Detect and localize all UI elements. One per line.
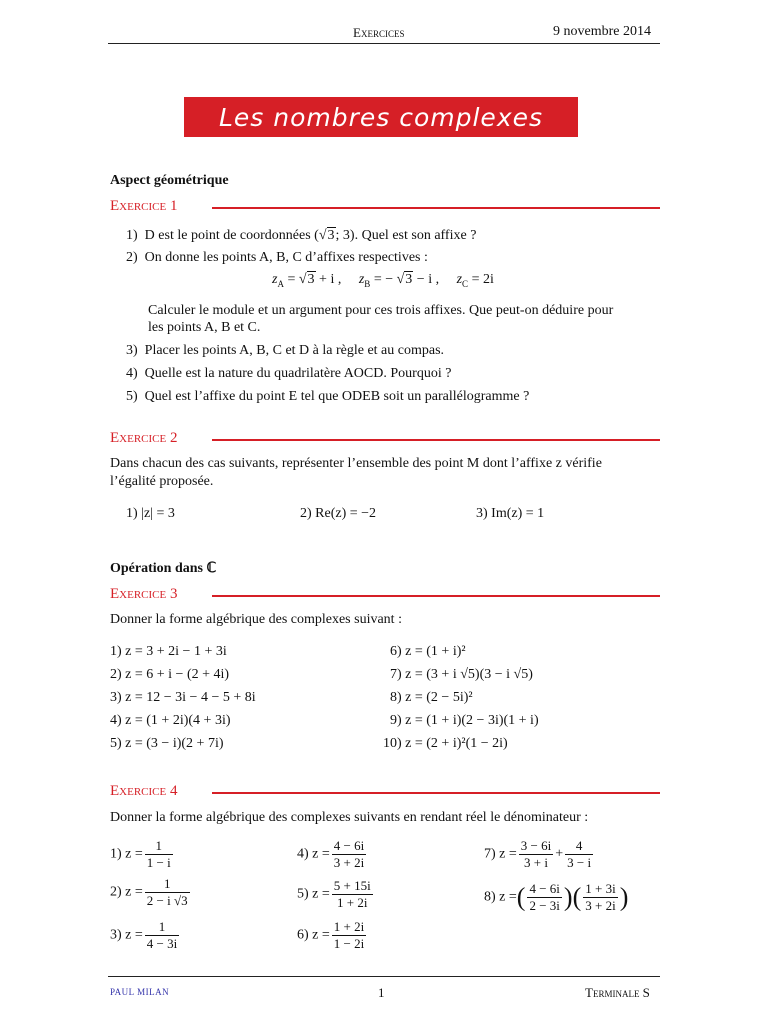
section-heading-operations: Opération dans ℂ: [110, 561, 217, 576]
ex4-item-2: 2) z = $\frac{1}{2 - i √3}$: [110, 876, 188, 908]
fraction: $\frac{1}{2 - i √3}$: [146, 876, 188, 908]
ex2-text-2: l’égalité proposée.: [110, 474, 214, 489]
ex3-item-1: 1) z = 3 + 2i − 1 + 3i: [110, 644, 227, 659]
fraction: $\frac{4 - 6i}{2 - 3i}$: [529, 881, 560, 913]
ex4-item-1: 1) z = $\frac{1}{1 - i}$: [110, 838, 171, 870]
ex3-item-10: 10) z = (2 + i)²(1 − 2i): [383, 736, 508, 751]
fraction: $\frac{1}{4 - 3i}$: [146, 919, 178, 951]
ex3-item-4: 4) z = (1 + 2i)(4 + 3i): [110, 713, 231, 728]
ex4-item-3: 3) z = $\frac{1}{4 - 3i}$: [110, 919, 178, 951]
ex3-intro: Donner la forme algébrique des complexes suivant :: [110, 612, 402, 627]
ex2-item-1: 1) |z| = 3: [126, 506, 175, 521]
ex4-item-6: 6) z = $\frac{1 + 2i}{1 - 2i}$: [297, 919, 365, 951]
footer-author: PAUL MILAN: [110, 987, 170, 997]
ex3-item-2: 2) z = 6 + i − (2 + 4i): [110, 667, 230, 682]
exercise-2-heading: Exercice 2: [110, 430, 178, 446]
ex4-item-7: 7) z = $\frac{3 - 6i}{3 + i}$ + $\frac{4}{3 - i}$: [484, 838, 592, 870]
header-date: 9 novembre 2014: [553, 24, 651, 39]
exercise-1-rule: [212, 207, 660, 209]
ex4-intro: Donner la forme algébrique des complexes suivants en rendant réel le dénominateur :: [110, 810, 589, 825]
page-title: Les nombres complexes: [218, 102, 544, 132]
ex3-item-8: 8) z = (2 − 5i)²: [390, 690, 473, 705]
ex3-item-7: 7) z = (3 + i √5)(3 − i √5): [390, 667, 533, 682]
ex1-question-5: 5) Quel est l’affixe du point E tel que ODEB soit un parallélogramme ?: [126, 389, 530, 404]
ex2-item-2: 2) Re(z) = −2: [300, 506, 377, 521]
title-banner: [184, 97, 578, 137]
header-left: Exercices: [353, 25, 405, 40]
fraction: $\frac{4 - 6i}{3 + 2i}$: [333, 838, 365, 870]
header-rule: [108, 43, 660, 44]
fraction: $\frac{4}{3 - i}$: [567, 838, 592, 870]
ex2-item-3: 3) Im(z) = 1: [476, 506, 545, 521]
fraction: $\frac{1}{1 - i}$: [146, 838, 171, 870]
exercise-1-heading: Exercice 1: [110, 198, 178, 214]
ex3-item-3: 3) z = 12 − 3i − 4 − 5 + 8i: [110, 690, 256, 705]
ex3-item-5: 5) z = (3 − i)(2 + 7i): [110, 736, 224, 751]
fraction: $\frac{5 + 15i}{1 + 2i}$: [333, 878, 371, 910]
ex1-affixes: $z_A = √3 + i$ , $z_B$ = − √3 − i , $z_C = 2i$: [272, 272, 494, 289]
exercise-4-rule: [212, 792, 660, 794]
ex1-question-3: 3) Placer les points A, B, C et D à la règle et au compas.: [126, 343, 445, 358]
ex1-question-4: 4) Quelle est la nature du quadrilatère AOCD. Pourquoi ?: [126, 366, 452, 381]
fraction: $\frac{1 + 3i}{3 + 2i}$: [585, 881, 616, 913]
exercise-4-heading: Exercice 4: [110, 783, 178, 799]
section-heading-geometric: Aspect géométrique: [110, 173, 229, 188]
page-number: 1: [378, 985, 385, 1000]
ex4-item-8: 8) z =( $\frac{4 - 6i}{2 - 3i}$ )( $\frac{1 + 3i}{3 + 2i}$ ): [484, 881, 629, 913]
ex4-item-5: 5) z = $\frac{5 + 15i}{1 + 2i}$: [297, 878, 371, 910]
fraction: $\frac{1 + 2i}{1 - 2i}$: [333, 919, 365, 951]
ex2-text-1: Dans chacun des cas suivants, représenter l’ensemble des point M dont l’affixe z vérifie: [110, 456, 602, 471]
ex3-item-6: 6) z = (1 + i)²: [390, 644, 466, 659]
ex1-question-2-text-2: les points A, B et C.: [148, 320, 261, 335]
exercise-3-heading: Exercice 3: [110, 586, 178, 602]
fraction: $\frac{3 - 6i}{3 + i}$: [520, 838, 552, 870]
ex4-item-4: 4) z = $\frac{4 - 6i}{3 + 2i}$: [297, 838, 365, 870]
exercise-2-rule: [212, 439, 660, 441]
ex3-item-9: 9) z = (1 + i)(2 − 3i)(1 + i): [390, 713, 539, 728]
ex1-question-2-text: Calculer le module et un argument pour ces trois affixes. Que peut-on déduire pour: [148, 303, 614, 318]
footer-class: Terminale S: [585, 985, 650, 1000]
ex1-question-1: 1) D est le point de coordonnées (√3; 3). Quel est son affixe ?: [126, 228, 477, 243]
footer-rule: [108, 976, 660, 977]
exercise-3-rule: [212, 595, 660, 597]
ex1-question-2: 2) On donne les points A, B, C d’affixes respectives :: [126, 250, 428, 265]
